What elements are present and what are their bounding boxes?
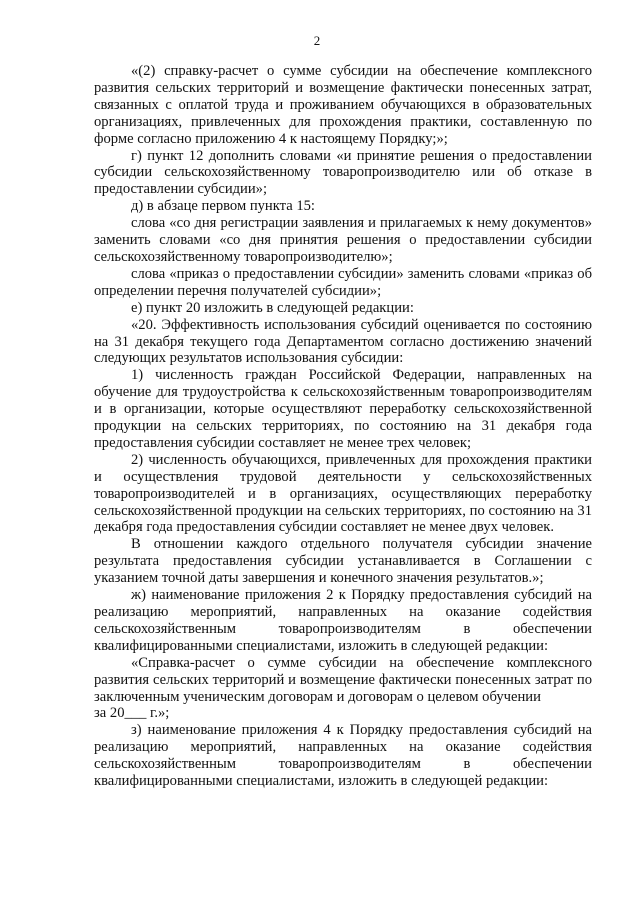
paragraph-form-title: «Справка-расчет о сумме субсидии на обеспечение комплексного развития сельских территорий и возмещение фактически понесенных затрат по заключенным ученическим договорам и договорам о целевом обучении [94,654,592,705]
paragraph-item-zh: ж) наименование приложения 2 к Порядку предоставления субсидий на реализацию мероприятий, направленных на оказание содействия сельскохозяйственным товаропроизводителям в обеспечении квалифицированными специалистами, изложить в следующей редакции: [94,587,592,654]
paragraph-form-year: за 20___ г.»; [94,705,170,722]
paragraph-item-z: з) наименование приложения 4 к Порядку предоставления субсидий на реализацию мероприятий, направленных на оказание содействия сельскохозяйственным товаропроизводителям в обеспечении квалифицированными специалистами, изложить в следующей редакции: [94,722,592,790]
paragraph-words-replace-2: слова «приказ о предоставлении субсидии» заменить словами «приказ об определении перечня получателей субсидии»; [94,265,592,299]
paragraph-words-replace-1: слова «со дня регистрации заявления и прилагаемых к нему документов» заменить словами «со дня принятия решения о предоставлении субсидии сельскохозяйственному товаропроизводителю»; [94,215,592,265]
paragraph-item-d: д) в абзаце первом пункта 15: [131,198,315,215]
document-body [94,63,592,790]
paragraph-item-e: е) пункт 20 изложить в следующей редакции: [131,299,414,316]
paragraph-result-1: 1) численность граждан Российской Федерации, направленных на обучение для трудоустройства к сельскохозяйственным товаропроизводителям и в организации, которые осуществляют переработку сельскохозяйственной продукции на сельских территориях, по состоянию на 31 декабря года предоставления субсидии составляет не менее трех человек; [94,367,592,451]
paragraph-point-20: «20. Эффективность использования субсидий оценивается по состоянию на 31 декабря текущего года Департаментом согласно достижению значений следующих результатов использования субсидии: [94,316,592,367]
paragraph-item-g: г) пункт 12 дополнить словами «и принятие решения о предоставлении субсидии сельскохозяйственному товаропроизводителю или об отказе в предоставлении субсидии»; [94,147,592,198]
paragraph-reference-calculation: «(2) справку-расчет о сумме субсидии на обеспечение комплексного развития сельских территорий и возмещение фактически понесенных затрат, связанных с оплатой труда и проживанием обучающихся в образовательных организациях, привлеченных для прохождения практики, составленную по форме согласно приложению 4 к настоящему Порядку;»; [94,63,592,147]
paragraph-agreement: В отношении каждого отдельного получателя субсидии значение результата предоставления субсидии устанавливается в Соглашении с указанием точной даты завершения и конечного значения результатов.»; [94,536,592,587]
page-number: 2 [313,33,321,48]
paragraph-result-2: 2) численность обучающихся, привлеченных для прохождения практики и осуществления трудовой деятельности у сельскохозяйственных товаропроизводителей и в организациях, осуществляющих переработку сельскохозяйственной продукции на сельских территориях, по состоянию на 31 декабря года предоставления субсидии составляет не менее двух человек. [94,451,592,536]
